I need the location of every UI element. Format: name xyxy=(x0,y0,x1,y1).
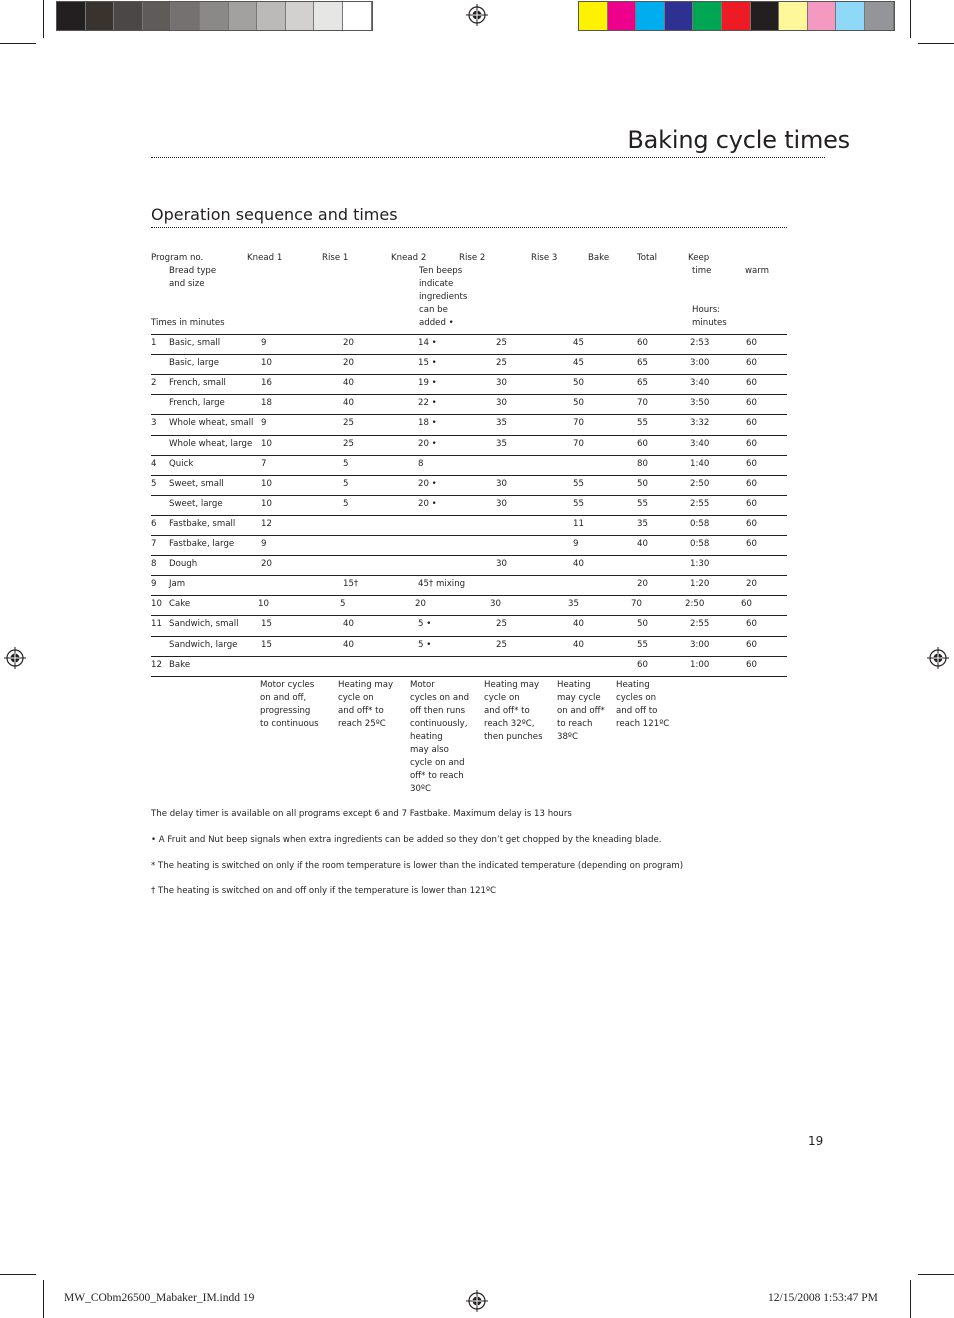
registration-mark-icon xyxy=(927,647,949,669)
header-times-in-minutes: Times in minutes xyxy=(151,318,225,328)
cell-knead2: 5 • xyxy=(418,639,432,650)
cell-bake: 65 xyxy=(637,358,648,369)
header-rise3: Rise 3 xyxy=(531,253,558,263)
cell-knead1: 12 xyxy=(261,518,272,529)
table-rule xyxy=(151,615,787,616)
cell-bake: 35 xyxy=(637,518,648,529)
table-rule xyxy=(151,636,787,637)
cell-total: 2:53 xyxy=(690,338,710,348)
color-swatch xyxy=(808,2,837,30)
color-swatch xyxy=(836,2,865,30)
cell-bread-type: Sweet, large xyxy=(169,498,223,509)
header-knead2-note: can be xyxy=(419,305,448,315)
note-delay-timer: The delay timer is available on all programs except 6 and 7 Fastbake. Maximum delay is 13 hours xyxy=(151,809,572,819)
footnote-bake: cycles on xyxy=(616,693,657,703)
table-rule xyxy=(151,575,787,576)
color-swatch xyxy=(86,2,115,30)
cell-rise2: 30 xyxy=(496,559,507,570)
cell-bake: 55 xyxy=(637,498,648,509)
footnote-knead2: may also xyxy=(410,745,449,755)
cell-rise3: 50 xyxy=(573,398,584,409)
cell-rise2: 25 xyxy=(496,639,507,650)
cell-program-no: 6 xyxy=(151,518,157,529)
cell-rise3: 40 xyxy=(573,619,584,630)
cell-rise2: 30 xyxy=(490,599,501,610)
footnote-rise2: cycle on xyxy=(484,693,520,703)
color-swatch xyxy=(286,2,315,30)
cell-rise3: 70 xyxy=(573,418,584,429)
cell-rise3: 55 xyxy=(573,498,584,509)
footnote-knead2: Motor xyxy=(410,680,435,690)
cell-bread-type: French, large xyxy=(169,398,225,409)
cell-knead2: 15 • xyxy=(418,358,437,369)
table-rule xyxy=(151,515,787,516)
cell-knead2: 20 xyxy=(415,599,426,610)
cell-knead2: 19 • xyxy=(418,378,437,389)
cell-knead1: 16 xyxy=(261,378,272,389)
cell-program-no: 11 xyxy=(151,619,162,630)
cell-keep-warm: 60 xyxy=(741,599,752,610)
cell-rise3: 40 xyxy=(573,639,584,650)
cell-knead1: 10 xyxy=(258,599,269,610)
header-knead2-note: ingredients xyxy=(419,292,468,302)
table-rule xyxy=(151,555,787,556)
cell-bread-type: Jam xyxy=(169,579,186,590)
header-time: time xyxy=(692,266,712,276)
header-minutes: minutes xyxy=(692,318,727,328)
cell-program-no: 10 xyxy=(151,599,162,610)
cell-bread-type: Quick xyxy=(169,458,194,469)
cell-keep-warm: 60 xyxy=(746,438,757,449)
cell-rise1: 15† xyxy=(343,579,359,590)
header-knead2: Knead 2 xyxy=(391,253,427,263)
cell-bread-type: French, small xyxy=(169,378,226,389)
cell-bake: 60 xyxy=(637,659,648,670)
footnote-rise1: Heating may xyxy=(338,680,394,690)
cell-keep-warm: 60 xyxy=(746,518,757,529)
cell-rise3: 9 xyxy=(573,539,579,549)
cell-knead2: 20 • xyxy=(418,498,437,509)
cell-bread-type: Cake xyxy=(169,599,191,610)
cell-program-no: 12 xyxy=(151,659,162,670)
cell-bread-type: Bake xyxy=(169,659,191,670)
slug-filename: MW_CObm26500_Mabaker_IM.indd 19 xyxy=(64,1292,255,1304)
table-rule xyxy=(151,414,787,415)
footnote-knead1: on and off, xyxy=(260,693,307,703)
cell-program-no: 9 xyxy=(151,579,157,590)
cell-bake: 65 xyxy=(637,378,648,389)
color-swatch xyxy=(257,2,286,30)
header-knead2-note: indicate xyxy=(419,279,454,289)
cell-bread-type: Whole wheat, small xyxy=(169,418,254,429)
cell-knead1: 10 xyxy=(261,438,272,449)
footnote-knead1: to continuous xyxy=(260,719,319,729)
cell-rise2: 30 xyxy=(496,498,507,509)
cell-rise3: 45 xyxy=(573,338,584,348)
color-swatch xyxy=(865,2,894,30)
title-dotted-rule xyxy=(151,157,825,158)
header-hours: Hours: xyxy=(692,305,721,315)
cell-knead2: 5 • xyxy=(418,619,432,630)
color-swatch xyxy=(57,2,86,30)
cell-rise3: 45 xyxy=(573,358,584,369)
color-swatch xyxy=(579,2,608,30)
cell-rise1: 5 xyxy=(343,498,349,509)
cell-rise1: 25 xyxy=(343,418,354,429)
cell-bread-type: Whole wheat, large xyxy=(169,438,253,449)
cell-bake: 70 xyxy=(637,398,648,409)
header-bake: Bake xyxy=(588,253,610,263)
cell-keep-warm: 60 xyxy=(746,358,757,369)
cell-program-no: 2 xyxy=(151,378,157,389)
cell-rise1: 40 xyxy=(343,398,354,409)
cell-rise1: 40 xyxy=(343,619,354,630)
cell-rise1: 25 xyxy=(343,438,354,449)
footnote-rise1: cycle on xyxy=(338,693,374,703)
header-knead1: Knead 1 xyxy=(247,253,283,263)
footnote-bake: Heating xyxy=(616,680,650,690)
color-swatch xyxy=(314,2,343,30)
cell-bake: 50 xyxy=(637,478,648,489)
cell-total: 1:40 xyxy=(690,458,710,469)
color-swatch xyxy=(171,2,200,30)
color-swatch xyxy=(114,2,143,30)
cell-program-no: 3 xyxy=(151,418,157,429)
cell-rise2: 35 xyxy=(496,418,507,429)
cell-total: 0:58 xyxy=(690,518,710,529)
footnote-knead2: cycles on and xyxy=(410,693,470,703)
cell-bread-type: Fastbake, large xyxy=(169,539,235,549)
footnote-rise3: 38ºC xyxy=(557,732,578,742)
cell-rise1: 20 xyxy=(343,338,354,348)
cell-keep-warm: 60 xyxy=(746,478,757,489)
cell-keep-warm: 60 xyxy=(746,639,757,650)
cell-knead1: 9 xyxy=(261,338,267,348)
cell-bread-type: Basic, large xyxy=(169,358,219,369)
color-swatch xyxy=(751,2,780,30)
footnote-rise2: then punches xyxy=(484,732,543,742)
cell-rise1: 40 xyxy=(343,378,354,389)
cell-program-no: 5 xyxy=(151,478,157,489)
cell-keep-warm: 60 xyxy=(746,458,757,469)
cell-rise3: 55 xyxy=(573,478,584,489)
cell-keep-warm: 60 xyxy=(746,659,757,670)
color-swatch xyxy=(636,2,665,30)
cell-total: 3:40 xyxy=(690,438,710,449)
header-program: Program no. xyxy=(151,253,204,263)
color-swatch xyxy=(343,2,372,30)
color-swatch xyxy=(608,2,637,30)
cell-keep-warm: 60 xyxy=(746,539,757,549)
cell-bread-type: Dough xyxy=(169,559,198,570)
color-swatch xyxy=(779,2,808,30)
cell-bread-type: Sweet, small xyxy=(169,478,224,489)
cell-rise2: 35 xyxy=(496,438,507,449)
footnote-knead1: Motor cycles xyxy=(260,680,315,690)
cell-bread-type: Sandwich, small xyxy=(169,619,239,630)
cell-rise1: 5 xyxy=(343,478,349,489)
cell-knead1: 10 xyxy=(261,498,272,509)
cell-total: 2:55 xyxy=(690,619,710,630)
cell-knead1: 15 xyxy=(261,619,272,630)
table-rule xyxy=(151,595,787,596)
cell-rise3: 70 xyxy=(573,438,584,449)
color-swatch xyxy=(722,2,751,30)
cell-keep-warm: 60 xyxy=(746,498,757,509)
header-knead2-note: Ten beeps xyxy=(419,266,463,276)
registration-mark-icon xyxy=(4,647,26,669)
cell-keep-warm: 20 xyxy=(746,579,757,590)
cell-bake: 60 xyxy=(637,338,648,348)
cell-bake: 70 xyxy=(631,599,642,610)
cell-rise3: 11 xyxy=(573,518,584,529)
cell-knead2: 14 • xyxy=(418,338,437,348)
cell-total: 3:00 xyxy=(690,639,710,650)
note-fruit-nut-beep: • A Fruit and Nut beep signals when extra ingredients can be added so they don’t get chopped by the kneading blade. xyxy=(151,835,662,845)
cell-rise1: 5 xyxy=(340,599,346,610)
cell-bake: 20 xyxy=(637,579,648,590)
cell-knead2: 18 • xyxy=(418,418,437,429)
footnote-knead2: 30ºC xyxy=(410,784,431,794)
table-rule xyxy=(151,435,787,436)
cell-knead1: 10 xyxy=(261,358,272,369)
footnote-knead2: off then runs xyxy=(410,706,466,716)
header-keep: Keep xyxy=(688,253,710,263)
footnote-bake: reach 121ºC xyxy=(616,719,670,729)
cell-knead1: 18 xyxy=(261,398,272,409)
cell-total: 1:30 xyxy=(690,559,710,570)
cell-bread-type: Basic, small xyxy=(169,338,221,348)
header-rise2: Rise 2 xyxy=(459,253,486,263)
section-dotted-rule xyxy=(151,227,787,228)
footnote-rise1: reach 25ºC xyxy=(338,719,386,729)
cell-knead2: 45† mixing xyxy=(418,579,466,590)
footnote-knead2: off* to reach xyxy=(410,771,464,781)
table-rule xyxy=(151,354,787,355)
color-swatch xyxy=(143,2,172,30)
page-number: 19 xyxy=(808,1134,824,1148)
footnote-knead2: heating xyxy=(410,732,443,742)
table-rule xyxy=(151,676,787,677)
header-warm: warm xyxy=(745,266,770,276)
cell-bake: 40 xyxy=(637,539,648,549)
registration-mark-icon xyxy=(466,4,488,26)
cell-total: 1:00 xyxy=(690,659,710,670)
footnote-rise1: and off* to xyxy=(338,706,384,716)
cell-knead1: 10 xyxy=(261,478,272,489)
footnote-rise2: Heating may xyxy=(484,680,540,690)
cell-total: 1:20 xyxy=(690,579,710,590)
cell-total: 3:50 xyxy=(690,398,710,409)
section-title: Operation sequence and times xyxy=(151,205,398,224)
cell-bread-type: Fastbake, small xyxy=(169,518,236,529)
cell-bake: 55 xyxy=(637,639,648,650)
footnote-rise3: to reach xyxy=(557,719,593,729)
cell-bake: 80 xyxy=(637,458,648,469)
cell-program-no: 8 xyxy=(151,559,157,570)
cell-total: 2:55 xyxy=(690,498,710,509)
cell-knead1: 9 xyxy=(261,418,267,429)
cell-knead1: 20 xyxy=(261,559,272,570)
footnote-rise2: and off* to xyxy=(484,706,530,716)
cell-bake: 60 xyxy=(637,438,648,449)
header-knead2-note: added • xyxy=(419,318,454,328)
cell-knead1: 15 xyxy=(261,639,272,650)
footnote-rise3: on and off* xyxy=(557,706,605,716)
cell-program-no: 7 xyxy=(151,539,157,549)
cell-bake: 55 xyxy=(637,418,648,429)
cell-bread-type: Sandwich, large xyxy=(169,639,238,650)
footnote-rise3: Heating xyxy=(557,680,591,690)
footnote-rise2: reach 32ºC, xyxy=(484,719,535,729)
cell-total: 3:40 xyxy=(690,378,710,389)
cell-knead2: 20 • xyxy=(418,438,437,449)
cell-rise1: 40 xyxy=(343,639,354,650)
cell-rise3: 35 xyxy=(568,599,579,610)
table-rule xyxy=(151,495,787,496)
header-rise1: Rise 1 xyxy=(322,253,349,263)
note-heating-dagger: † The heating is switched on and off only if the temperature is lower than 121ºC xyxy=(151,886,497,896)
cell-keep-warm: 60 xyxy=(746,378,757,389)
table-rule xyxy=(151,334,787,335)
cell-total: 2:50 xyxy=(685,599,705,610)
footnote-rise3: may cycle xyxy=(557,693,601,703)
cell-rise1: 5 xyxy=(343,458,349,469)
table-rule xyxy=(151,374,787,375)
cell-knead2: 20 • xyxy=(418,478,437,489)
page-title: Baking cycle times xyxy=(627,126,850,154)
cell-rise2: 30 xyxy=(496,378,507,389)
footnote-knead2: cycle on and xyxy=(410,758,465,768)
cell-knead1: 7 xyxy=(261,458,267,469)
cell-keep-warm: 60 xyxy=(746,418,757,429)
cell-program-no: 1 xyxy=(151,338,157,348)
header-bread-type: Bread type xyxy=(169,266,217,276)
cell-keep-warm: 60 xyxy=(746,398,757,409)
cell-program-no: 4 xyxy=(151,458,157,469)
table-rule xyxy=(151,394,787,395)
process-color-bar xyxy=(578,1,895,31)
cell-rise2: 30 xyxy=(496,478,507,489)
cell-total: 3:32 xyxy=(690,418,710,429)
footnote-bake: and off to xyxy=(616,706,658,716)
cell-bake: 50 xyxy=(637,619,648,630)
color-swatch xyxy=(200,2,229,30)
cell-rise3: 50 xyxy=(573,378,584,389)
registration-mark-icon xyxy=(466,1290,488,1312)
cell-keep-warm: 60 xyxy=(746,338,757,348)
header-bread-size: and size xyxy=(169,279,205,289)
color-swatch xyxy=(693,2,722,30)
cell-rise3: 40 xyxy=(573,559,584,570)
gray-color-bar xyxy=(56,1,373,31)
table-rule xyxy=(151,535,787,536)
cell-knead1: 9 xyxy=(261,539,267,549)
note-heating-asterisk: * The heating is switched on only if the room temperature is lower than the indicated temperature (depending on program) xyxy=(151,861,684,871)
cell-total: 3:00 xyxy=(690,358,710,369)
cell-rise2: 25 xyxy=(496,358,507,369)
cell-rise2: 25 xyxy=(496,338,507,348)
table-rule xyxy=(151,475,787,476)
table-rule xyxy=(151,455,787,456)
color-swatch xyxy=(665,2,694,30)
cell-rise2: 30 xyxy=(496,398,507,409)
cell-rise2: 25 xyxy=(496,619,507,630)
footnote-knead1: progressing xyxy=(260,706,311,716)
slug-timestamp: 12/15/2008 1:53:47 PM xyxy=(768,1292,878,1304)
header-total: Total xyxy=(637,253,658,263)
cell-knead2: 8 xyxy=(418,458,424,469)
table-rule xyxy=(151,656,787,657)
cell-total: 2:50 xyxy=(690,478,710,489)
color-swatch xyxy=(229,2,258,30)
cell-rise1: 20 xyxy=(343,358,354,369)
cell-total: 0:58 xyxy=(690,539,710,549)
cell-knead2: 22 • xyxy=(418,398,437,409)
footnote-knead2: continuously, xyxy=(410,719,468,729)
cell-keep-warm: 60 xyxy=(746,619,757,630)
